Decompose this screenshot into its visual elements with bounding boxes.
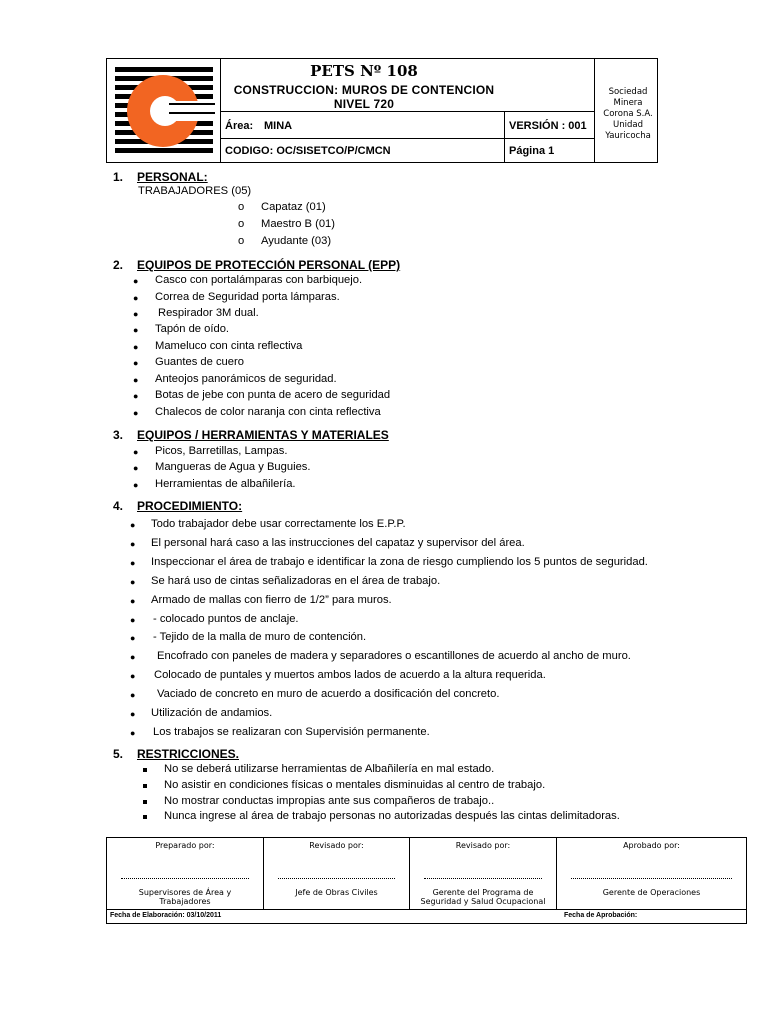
list-item: Correa de Seguridad porta lámparas. (155, 291, 340, 303)
list-item: Picos, Barretillas, Lampas. (155, 445, 288, 457)
list-item: Nunca ingrese al área de trabajo personas no autorizadas después las cintas delimitadoras. (164, 810, 620, 822)
list-item: No asistir en condiciones físicas o mentales disminuidas al centro de trabajo. (164, 779, 546, 791)
document-title: PETS Nº 108 (310, 62, 418, 80)
approval-date: Fecha de Aprobación: (564, 912, 638, 919)
list-item: Vaciado de concreto en muro de acuerdo a dosificación del concreto. (157, 688, 500, 700)
list-item: Mangueras de Agua y Buguies. (155, 461, 311, 473)
document-header (106, 58, 658, 163)
version: VERSIÓN : 001 (509, 120, 587, 132)
company-logo (113, 65, 215, 157)
area-value: MINA (264, 120, 293, 132)
list-item: Armado de mallas con fierro de 1/2” para muros. (151, 594, 392, 606)
list-item: Anteojos panorámicos de seguridad. (155, 373, 337, 385)
company-name: Sociedad Minera Corona S.A. Unidad Yauricocha (603, 87, 653, 141)
section-restrictions-heading: 5. RESTRICCIONES. (113, 747, 240, 761)
list-item: El personal hará caso a las instrucciones del capataz y supervisor del área. (151, 537, 525, 549)
section-equipment-heading: 3. EQUIPOS / HERRAMIENTAS Y MATERIALES (113, 428, 389, 442)
list-item: Se hará uso de cintas señalizadoras en el área de trabajo. (151, 575, 441, 587)
page-number: Página 1 (509, 145, 555, 157)
list-item: No mostrar conductas impropias ante sus compañeros de trabajo.. (164, 795, 495, 807)
reviewed-by-cell: Revisado por: Jefe de Obras Civiles (264, 838, 410, 910)
approved-by-cell: Aprobado por: Gerente de Operaciones (557, 838, 746, 910)
personal-lead: TRABAJADORES (05) (138, 185, 252, 197)
list-item: Tapón de oído. (155, 323, 230, 335)
list-item: Respirador 3M dual. (158, 307, 259, 319)
list-item: Colocado de puntales y muertos ambos lados de acuerdo a la altura requerida. (154, 669, 546, 681)
list-item: Utilización de andamios. (151, 707, 273, 719)
list-item: No se deberá utilizarse herramientas de Albañilería en mal estado. (164, 763, 495, 775)
document-code: CODIGO: OC/SISETCO/P/CMCN (225, 145, 391, 157)
list-item: Todo trabajador debe usar correctamente los E.P.P. (151, 518, 406, 530)
prepared-by-cell: Preparado por: Supervisores de Área y Trabajadores (107, 838, 264, 910)
section-epp-heading: 2. EQUIPOS DE PROTECCIÓN PERSONAL (EPP) (113, 258, 401, 272)
list-item: Ayudante (03) (261, 235, 332, 247)
list-item: Inspeccionar el área de trabajo e identificar la zona de riesgo cumpliendo los 5 puntos de seguridad. (151, 556, 648, 568)
list-item: Los trabajos se realizaran con Supervisión permanente. (153, 726, 430, 738)
list-item: Casco con portalámparas con barbiquejo. (155, 274, 363, 286)
list-item: Herramientas de albañilería. (155, 478, 296, 490)
list-item: Guantes de cuero (155, 356, 244, 368)
list-item: Maestro B (01) (261, 218, 335, 230)
section-procedure-heading: 4. PROCEDIMIENTO: (113, 499, 243, 513)
list-item: Capataz (01) (261, 201, 326, 213)
section-personal-heading: 1. PERSONAL: (113, 170, 208, 184)
approval-footer (106, 837, 747, 924)
list-item: - colocado puntos de anclaje. (153, 613, 299, 625)
elaboration-date: Fecha de Elaboración: 03/10/2011 (110, 912, 222, 919)
document-subtitle: CONSTRUCCION: MUROS DE CONTENCION NIVEL 720 (233, 83, 495, 111)
reviewed-by-cell-2: Revisado por: Gerente del Programa de Seguridad y Salud Ocupacional (410, 838, 557, 910)
list-item: Chalecos de color naranja con cinta reflectiva (155, 406, 381, 418)
list-item: Encofrado con paneles de madera y separadores o escantillones de acuerdo al ancho de muro. (157, 650, 631, 662)
area-label: Área: (225, 120, 254, 132)
list-item: Mameluco con cinta reflectiva (155, 340, 303, 352)
list-item: Botas de jebe con punta de acero de seguridad (155, 389, 391, 401)
list-item: - Tejido de la malla de muro de contención. (153, 631, 367, 643)
